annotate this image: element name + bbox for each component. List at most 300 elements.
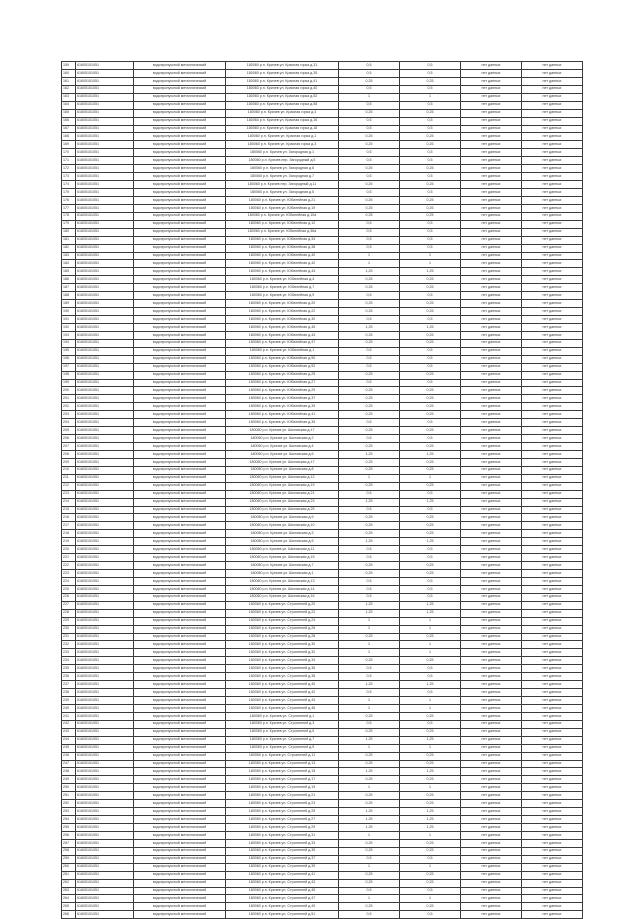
material-cell: нет данных [461,792,522,800]
length-cell: 0,25 [339,712,400,720]
row-number: 211 [62,474,76,482]
address-cell: 180060 р.п. Кричев ул. Строителей д.43 [226,879,339,887]
diameter-cell: 0,25 [400,276,461,284]
diameter-cell: 0,5 [400,435,461,443]
length-cell: 0,25 [339,657,400,665]
type-cell: водопропускной металлический [134,585,226,593]
length-cell: 0,5 [339,911,400,919]
diameter-cell: 0,5 [400,244,461,252]
row-number: 232 [62,641,76,649]
table-row [62,308,583,316]
condition-cell: нет данных [522,411,583,419]
code-cell: 61605151051 [76,768,134,776]
diameter-cell: 1 [400,93,461,101]
address-cell: 180060 р.п. Кричев ул. Строителей д.37 [226,855,339,863]
address-cell: 180060 р.п. Кричев ул. Юбилейная д.21 [226,196,339,204]
material-cell: нет данных [461,760,522,768]
code-cell: 61605151051 [76,276,134,284]
condition-cell: нет данных [522,252,583,260]
condition-cell: нет данных [522,554,583,562]
row-number: 245 [62,744,76,752]
length-cell: 1,25 [339,816,400,824]
diameter-cell: 0,25 [400,776,461,784]
table-row [62,538,583,546]
length-cell: 0,25 [339,847,400,855]
length-cell: 0,25 [339,411,400,419]
table-row [62,482,583,490]
condition-cell: нет данных [522,847,583,855]
length-cell: 0,25 [339,466,400,474]
length-cell: 0,25 [339,800,400,808]
type-cell: водопропускной металлический [134,268,226,276]
type-cell: водопропускной металлический [134,466,226,474]
table-row [62,879,583,887]
diameter-cell: 1,25 [400,538,461,546]
condition-cell: нет данных [522,863,583,871]
condition-cell: нет данных [522,831,583,839]
length-cell: 0,25 [339,760,400,768]
type-cell: водопропускной металлический [134,228,226,236]
condition-cell: нет данных [522,879,583,887]
type-cell: водопропускной металлический [134,752,226,760]
table-row [62,133,583,141]
table-row [62,649,583,657]
condition-cell: нет данных [522,212,583,220]
row-number: 242 [62,720,76,728]
diameter-cell: 1 [400,784,461,792]
diameter-cell: 0,5 [400,363,461,371]
type-cell: водопропускной металлический [134,331,226,339]
row-number: 201 [62,395,76,403]
type-cell: водопропускной металлический [134,419,226,427]
address-cell: 180060 р.п. Кричев ул. Строителей д.36 [226,665,339,673]
condition-cell: нет данных [522,85,583,93]
address-cell: 180060 р.п. Кричев ул. Красная горка д.18 [226,125,339,133]
condition-cell: нет данных [522,450,583,458]
table-row [62,165,583,173]
code-cell: 61605151051 [76,419,134,427]
diameter-cell: 1 [400,641,461,649]
condition-cell: нет данных [522,77,583,85]
type-cell: водопропускной металлический [134,625,226,633]
code-cell: 61605151051 [76,895,134,903]
type-cell: водопропускной металлический [134,395,226,403]
row-number: 193 [62,331,76,339]
diameter-cell: 0,5 [400,577,461,585]
row-number: 217 [62,522,76,530]
material-cell: нет данных [461,435,522,443]
condition-cell: нет данных [522,196,583,204]
table-row [62,498,583,506]
type-cell: водопропускной металлический [134,403,226,411]
length-cell: 0,25 [339,165,400,173]
address-cell: 180060 р.п. Кричев ул. Юбилейная д.19 [226,204,339,212]
code-cell: 61605151051 [76,252,134,260]
table-row [62,625,583,633]
code-cell: 61605151051 [76,411,134,419]
address-cell: 180060 р.п. Кричев ул. Строителей д.3 [226,720,339,728]
table-row [62,736,583,744]
material-cell: нет данных [461,363,522,371]
diameter-cell: 0,5 [400,585,461,593]
condition-cell: нет данных [522,276,583,284]
material-cell: нет данных [461,347,522,355]
condition-cell: нет данных [522,689,583,697]
row-number: 214 [62,498,76,506]
diameter-cell: 0,25 [400,522,461,530]
length-cell: 0,5 [339,435,400,443]
material-cell: нет данных [461,284,522,292]
code-cell: 61605151051 [76,403,134,411]
row-number: 219 [62,538,76,546]
diameter-cell: 1 [400,474,461,482]
material-cell: нет данных [461,712,522,720]
code-cell: 61605151051 [76,363,134,371]
type-cell: водопропускной металлический [134,784,226,792]
table-row [62,316,583,324]
diameter-cell: 0,5 [400,689,461,697]
table-row [62,609,583,617]
address-cell: 180060 р.п. Кричев ул. Строителей д.20 [226,601,339,609]
row-number: 195 [62,347,76,355]
condition-cell: нет данных [522,379,583,387]
table-row [62,466,583,474]
condition-cell: нет данных [522,228,583,236]
diameter-cell: 0,25 [400,633,461,641]
type-cell: водопропускной металлический [134,617,226,625]
type-cell: водопропускной металлический [134,609,226,617]
material-cell: нет данных [461,395,522,403]
row-number: 248 [62,768,76,776]
diameter-cell: 0,5 [400,220,461,228]
table-row [62,85,583,93]
type-cell: водопропускной металлический [134,133,226,141]
length-cell: 1,25 [339,601,400,609]
table-row [62,752,583,760]
material-cell: нет данных [461,522,522,530]
material-cell: нет данных [461,323,522,331]
condition-cell: нет данных [522,482,583,490]
length-cell: 0,25 [339,181,400,189]
type-cell: водопропускной металлический [134,308,226,316]
row-number: 226 [62,593,76,601]
length-cell: 1,25 [339,538,400,546]
type-cell: водопропускной металлический [134,792,226,800]
material-cell: нет данных [461,189,522,197]
condition-cell: нет данных [522,339,583,347]
material-cell: нет данных [461,411,522,419]
address-cell: 180060 р.п. Кричев ул. Шкловская д.21 [226,490,339,498]
condition-cell: нет данных [522,681,583,689]
material-cell: нет данных [461,260,522,268]
type-cell: водопропускной металлический [134,657,226,665]
condition-cell: нет данных [522,292,583,300]
code-cell: 61605151051 [76,593,134,601]
material-cell: нет данных [461,109,522,117]
row-number: 239 [62,697,76,705]
condition-cell: нет данных [522,157,583,165]
code-cell: 61605151051 [76,77,134,85]
condition-cell: нет данных [522,625,583,633]
diameter-cell: 0,25 [400,196,461,204]
condition-cell: нет данных [522,316,583,324]
condition-cell: нет данных [522,593,583,601]
diameter-cell: 1,25 [400,609,461,617]
type-cell: водопропускной металлический [134,371,226,379]
code-cell: 61605151051 [76,538,134,546]
material-cell: нет данных [461,101,522,109]
length-cell: 0,5 [339,379,400,387]
condition-cell: нет данных [522,443,583,451]
address-cell: 180060 р.п. Кричев ул. Строителей д.40 [226,681,339,689]
condition-cell: нет данных [522,704,583,712]
row-number: 228 [62,609,76,617]
condition-cell: нет данных [522,887,583,895]
code-cell: 61605151051 [76,728,134,736]
diameter-cell: 0,5 [400,101,461,109]
type-cell: водопропускной металлический [134,689,226,697]
type-cell: водопропускной металлический [134,339,226,347]
material-cell: нет данных [461,538,522,546]
table-row [62,268,583,276]
diameter-cell: 1 [400,252,461,260]
type-cell: водопропускной металлический [134,514,226,522]
material-cell: нет данных [461,77,522,85]
type-cell: водопропускной металлический [134,554,226,562]
address-cell: 180060 р.п. Кричев ул. Строителей д.39 [226,863,339,871]
code-cell: 61605151051 [76,633,134,641]
table-row [62,522,583,530]
code-cell: 61605151051 [76,93,134,101]
material-cell: нет данных [461,181,522,189]
address-cell: 180060 р.п. Кричев ул. Строителей д.17 [226,776,339,784]
address-cell: 180060 р.п. Кричев ул. Юбилейная д.29 [226,387,339,395]
address-cell: 180060 р.п. Кричев ул. Строителей д.27 [226,816,339,824]
address-cell: 180060 р.п. Кричев ул. Строителей д.28 [226,633,339,641]
material-cell: нет данных [461,165,522,173]
diameter-cell: 0,25 [400,482,461,490]
table-row [62,220,583,228]
table-row [62,149,583,157]
length-cell: 0,25 [339,728,400,736]
material-cell: нет данных [461,458,522,466]
material-cell: нет данных [461,419,522,427]
material-cell: нет данных [461,808,522,816]
material-cell: нет данных [461,847,522,855]
type-cell: водопропускной металлический [134,736,226,744]
address-cell: 180060 р.п. Кричев ул. Юбилейная д.43 [226,331,339,339]
type-cell: водопропускной металлический [134,85,226,93]
table-row [62,689,583,697]
table-row [62,800,583,808]
length-cell: 1 [339,863,400,871]
table-row [62,593,583,601]
address-cell: 180060 р.п. Кричев ул. Шкловская д.13 [226,577,339,585]
type-cell: водопропускной металлический [134,697,226,705]
table-row [62,792,583,800]
address-cell: 180060 р.п. Кричев ул. Строителей д.33 [226,839,339,847]
diameter-cell: 1,25 [400,268,461,276]
diameter-cell: 0,25 [400,466,461,474]
diameter-cell: 0,25 [400,371,461,379]
type-cell: водопропускной металлический [134,863,226,871]
condition-cell: нет данных [522,752,583,760]
length-cell: 0,25 [339,133,400,141]
material-cell: нет данных [461,681,522,689]
type-cell: водопропускной металлический [134,379,226,387]
material-cell: нет данных [461,530,522,538]
code-cell: 61605151051 [76,649,134,657]
length-cell: 0,5 [339,673,400,681]
diameter-cell: 0,25 [400,847,461,855]
table-row [62,379,583,387]
material-cell: нет данных [461,593,522,601]
material-cell: нет данных [461,244,522,252]
table-row [62,117,583,125]
type-cell: водопропускной металлический [134,165,226,173]
diameter-cell: 0,25 [400,570,461,578]
material-cell: нет данных [461,474,522,482]
table-row [62,490,583,498]
condition-cell: нет данных [522,189,583,197]
diameter-cell: 0,25 [400,212,461,220]
table-row [62,355,583,363]
code-cell: 61605151051 [76,498,134,506]
type-cell: водопропускной металлический [134,808,226,816]
code-cell: 61605151051 [76,450,134,458]
address-cell: 180060 р.п. Кричев ул. Строителей д.31 [226,831,339,839]
length-cell: 0,5 [339,85,400,93]
type-cell: водопропускной металлический [134,530,226,538]
length-cell: 0,5 [339,689,400,697]
table-row [62,157,583,165]
table-row [62,744,583,752]
length-cell: 0,25 [339,308,400,316]
table-row [62,633,583,641]
table-row [62,530,583,538]
row-number: 209 [62,458,76,466]
length-cell: 1,25 [339,808,400,816]
row-number: 172 [62,165,76,173]
diameter-cell: 1,25 [400,498,461,506]
condition-cell: нет данных [522,546,583,554]
length-cell: 0,5 [339,720,400,728]
material-cell: нет данных [461,506,522,514]
diameter-cell: 0,5 [400,911,461,919]
row-number: 196 [62,355,76,363]
table-row [62,895,583,903]
code-cell: 61605151051 [76,204,134,212]
condition-cell: нет данных [522,570,583,578]
length-cell: 0,25 [339,196,400,204]
table-row [62,411,583,419]
type-cell: водопропускной металлический [134,387,226,395]
type-cell: водопропускной металлический [134,712,226,720]
row-number: 265 [62,903,76,911]
material-cell: нет данных [461,490,522,498]
code-cell: 61605151051 [76,601,134,609]
material-cell: нет данных [461,125,522,133]
diameter-cell: 0,25 [400,339,461,347]
code-cell: 61605151051 [76,133,134,141]
address-cell: 180060 р.п. Кричев ул. Шкловская д.23 [226,498,339,506]
address-cell: 180060 р.п. Кричев ул. Юбилейная д.47 [226,339,339,347]
type-cell: водопропускной металлический [134,546,226,554]
diameter-cell: 0,5 [400,506,461,514]
condition-cell: нет данных [522,839,583,847]
table-row [62,831,583,839]
address-cell: 180060 р.п. Кричев ул. Строителей д.19 [226,784,339,792]
table-row [62,514,583,522]
diameter-cell: 0,25 [400,871,461,879]
table-row [62,665,583,673]
code-cell: 61605151051 [76,562,134,570]
code-cell: 61605151051 [76,387,134,395]
code-cell: 61605151051 [76,300,134,308]
material-cell: нет данных [461,387,522,395]
code-cell: 61605151051 [76,800,134,808]
length-cell: 0,5 [339,347,400,355]
code-cell: 61605151051 [76,514,134,522]
length-cell: 1,25 [339,498,400,506]
condition-cell: нет данных [522,855,583,863]
code-cell: 61605151051 [76,704,134,712]
length-cell: 0,25 [339,276,400,284]
row-number: 243 [62,728,76,736]
address-cell: 180060 р.п. Кричев ул. Шкловская д.12 [226,474,339,482]
material-cell: нет данных [461,514,522,522]
table-row [62,347,583,355]
length-cell: 0,5 [339,189,400,197]
address-cell: 180060 р.п. Кричев ул. Шкловская д.9 [226,514,339,522]
table-row [62,181,583,189]
diameter-cell: 0,5 [400,490,461,498]
table-row [62,109,583,117]
condition-cell: нет данных [522,665,583,673]
type-cell: водопропускной металлический [134,570,226,578]
diameter-cell: 0,5 [400,379,461,387]
code-cell: 61605151051 [76,609,134,617]
length-cell: 0,5 [339,149,400,157]
length-cell: 1 [339,697,400,705]
table-row [62,855,583,863]
condition-cell: нет данных [522,220,583,228]
length-cell: 1 [339,831,400,839]
table-row [62,77,583,85]
type-cell: водопропускной металлический [134,855,226,863]
material-cell: нет данных [461,498,522,506]
material-cell: нет данных [461,585,522,593]
length-cell: 0,5 [339,363,400,371]
row-number: 180 [62,228,76,236]
address-cell: 180060 р.п. Кричев ул. Строителей д.46 [226,704,339,712]
condition-cell: нет данных [522,466,583,474]
row-number: 190 [62,308,76,316]
code-cell: 61605151051 [76,189,134,197]
condition-cell: нет данных [522,93,583,101]
diameter-cell: 0,5 [400,85,461,93]
address-cell: 180060 р.п. Кричев ул. Строителей д.13 [226,760,339,768]
address-cell: 180060 р.п. Кричев ул. Загородная д.1 [226,149,339,157]
type-cell: водопропускной металлический [134,768,226,776]
code-cell: 61605151051 [76,347,134,355]
length-cell: 1 [339,93,400,101]
diameter-cell: 0,25 [400,395,461,403]
table-row [62,816,583,824]
material-cell: нет данных [461,601,522,609]
length-cell: 0,5 [339,244,400,252]
condition-cell: нет данных [522,347,583,355]
